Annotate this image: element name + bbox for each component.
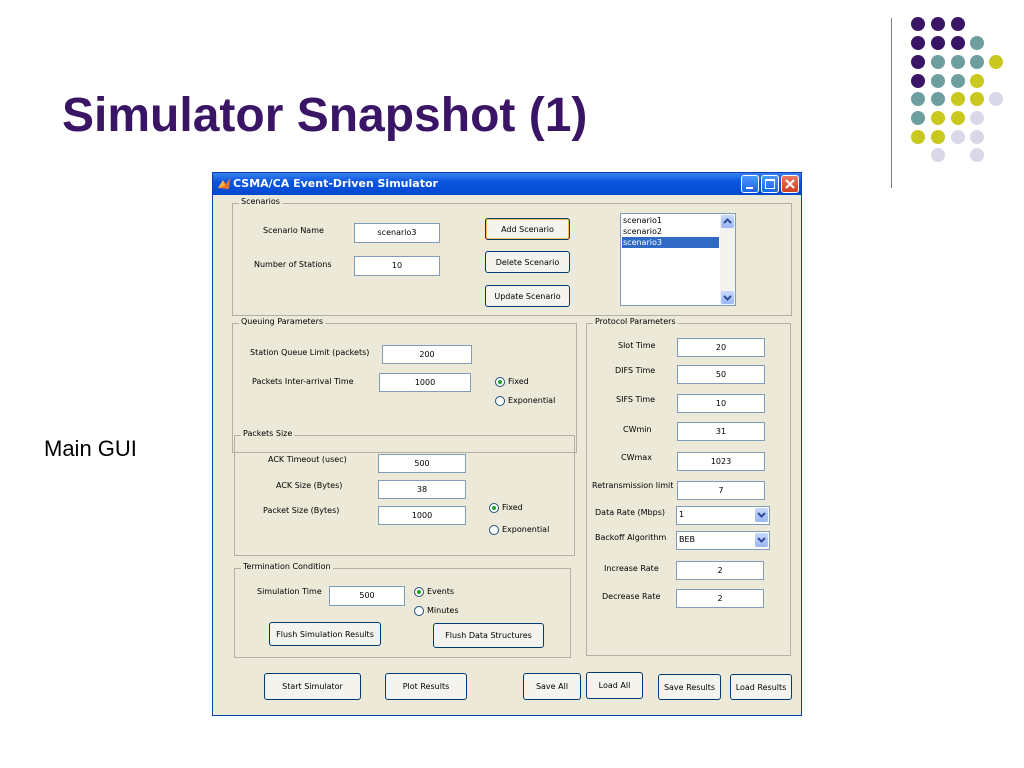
- save-results-button[interactable]: Save Results: [658, 674, 721, 700]
- save-all-button[interactable]: Save All: [523, 673, 581, 700]
- dot: [951, 55, 965, 69]
- decrease-rate-label: Decrease Rate: [602, 592, 661, 601]
- dot: [970, 55, 984, 69]
- stations-label: Number of Stations: [254, 260, 332, 269]
- plot-results-button[interactable]: Plot Results: [385, 673, 467, 700]
- ack-timeout-label: ACK Timeout (usec): [268, 455, 347, 464]
- group-label: Packets Size: [243, 429, 293, 438]
- delete-scenario-button[interactable]: Delete Scenario: [485, 251, 570, 273]
- interarrival-field[interactable]: 1000: [379, 373, 471, 392]
- scrollbar[interactable]: [720, 214, 735, 305]
- dot: [911, 92, 925, 106]
- dot: [911, 17, 925, 31]
- fixed-label[interactable]: Fixed: [508, 377, 529, 386]
- termination-group: [234, 562, 571, 658]
- dot: [989, 92, 1003, 106]
- chevron-down-icon[interactable]: [755, 508, 768, 522]
- scroll-down-icon[interactable]: [721, 291, 734, 304]
- scenarios-group: [232, 197, 792, 316]
- events-radio[interactable]: [414, 587, 424, 597]
- interarrival-label: Packets Inter-arrival Time: [252, 377, 354, 386]
- radio-selected-icon: [498, 380, 502, 384]
- scenario-list[interactable]: [620, 213, 736, 306]
- dot: [931, 36, 945, 50]
- window-titlebar[interactable]: [213, 173, 801, 195]
- packets-group: [234, 429, 575, 556]
- load-results-button[interactable]: Load Results: [730, 674, 792, 700]
- dot: [931, 111, 945, 125]
- increase-rate-field[interactable]: 2: [676, 561, 764, 580]
- difs-label: DIFS Time: [615, 366, 656, 375]
- dot: [951, 130, 965, 144]
- retransmission-label: Retransmission limit: [592, 481, 674, 490]
- ack-timeout-field[interactable]: 500: [378, 454, 466, 473]
- scenario-name-label: Scenario Name: [263, 226, 324, 235]
- sifs-label: SIFS Time: [616, 395, 656, 404]
- cwmax-field[interactable]: 1023: [677, 452, 765, 471]
- group-label: Scenarios: [241, 197, 280, 206]
- cwmin-field[interactable]: 31: [677, 422, 765, 441]
- dot: [911, 130, 925, 144]
- dot: [970, 92, 984, 106]
- packet-size-label: Packet Size (Bytes): [263, 506, 340, 515]
- backoff-select[interactable]: [676, 531, 770, 550]
- dot: [931, 17, 945, 31]
- dot: [951, 92, 965, 106]
- exponential-radio[interactable]: [489, 525, 499, 535]
- dot: [970, 148, 984, 162]
- slot-time-label: Slot Time: [618, 341, 656, 350]
- cwmin-label: CWmin: [623, 425, 652, 434]
- list-item-selected[interactable]: scenario3: [622, 237, 719, 248]
- exponential-label[interactable]: Exponential: [508, 396, 556, 405]
- dot: [970, 74, 984, 88]
- backoff-label: Backoff Algorithm: [595, 533, 667, 542]
- minimize-icon[interactable]: [741, 175, 759, 193]
- slide-title: Simulator Snapshot (1): [62, 89, 588, 142]
- stations-field[interactable]: 10: [354, 256, 440, 276]
- group-label: Termination Condition: [243, 562, 331, 571]
- ack-size-label: ACK Size (Bytes): [276, 481, 343, 490]
- data-rate-label: Data Rate (Mbps): [595, 508, 665, 517]
- events-label[interactable]: Events: [427, 587, 455, 596]
- group-label: Protocol Parameters: [595, 317, 676, 326]
- sifs-field[interactable]: 10: [677, 394, 765, 413]
- simulator-window: [212, 172, 802, 716]
- window-title: CSMA/CA Event-Driven Simulator: [233, 177, 438, 190]
- radio-selected-icon: [417, 590, 421, 594]
- fixed-label[interactable]: Fixed: [502, 503, 523, 512]
- flush-data-button[interactable]: Flush Data Structures: [433, 623, 544, 648]
- fixed-radio[interactable]: [495, 377, 505, 387]
- minutes-label[interactable]: Minutes: [427, 606, 459, 615]
- dot: [951, 111, 965, 125]
- protocol-group: [586, 317, 791, 656]
- dot: [931, 74, 945, 88]
- increase-rate-label: Increase Rate: [604, 564, 659, 573]
- dot: [931, 92, 945, 106]
- sim-time-field[interactable]: 500: [329, 586, 405, 606]
- load-all-button[interactable]: Load All: [586, 672, 643, 699]
- cwmax-label: CWmax: [621, 453, 652, 462]
- dot: [951, 36, 965, 50]
- dot: [911, 111, 925, 125]
- start-simulator-button[interactable]: Start Simulator: [264, 673, 361, 700]
- group-label: Queuing Parameters: [241, 317, 324, 326]
- flush-results-button[interactable]: Flush Simulation Results: [269, 622, 381, 646]
- dot: [911, 74, 925, 88]
- data-rate-select[interactable]: [676, 506, 770, 525]
- exponential-radio[interactable]: [495, 396, 505, 406]
- update-scenario-button[interactable]: Update Scenario: [485, 285, 570, 307]
- sim-time-label: Simulation Time: [257, 587, 322, 596]
- add-scenario-button[interactable]: Add Scenario: [485, 218, 570, 240]
- dot: [931, 55, 945, 69]
- backoff-value: BEB: [679, 535, 696, 544]
- dot: [911, 36, 925, 50]
- list-item[interactable]: scenario2: [623, 227, 662, 236]
- radio-selected-icon: [492, 506, 496, 510]
- close-icon[interactable]: [781, 175, 799, 193]
- dot: [931, 148, 945, 162]
- dot: [989, 55, 1003, 69]
- chevron-down-icon[interactable]: [755, 533, 768, 547]
- queue-limit-field[interactable]: 200: [382, 345, 472, 364]
- packet-size-field[interactable]: 1000: [378, 506, 466, 525]
- decrease-rate-field[interactable]: 2: [676, 589, 764, 608]
- minutes-radio[interactable]: [414, 606, 424, 616]
- data-rate-value: 1: [679, 510, 685, 519]
- queue-limit-label: Station Queue Limit (packets): [250, 348, 370, 357]
- scroll-up-icon[interactable]: [721, 215, 734, 228]
- dot: [931, 130, 945, 144]
- dot: [951, 17, 965, 31]
- difs-field[interactable]: 50: [677, 365, 765, 384]
- matlab-icon: [217, 177, 231, 191]
- dot: [970, 111, 984, 125]
- maximize-icon[interactable]: [761, 175, 779, 193]
- slot-time-field[interactable]: 20: [677, 338, 765, 357]
- dot: [970, 130, 984, 144]
- decorative-divider: [891, 18, 892, 188]
- side-label: Main GUI: [44, 436, 137, 461]
- ack-size-field[interactable]: 38: [378, 480, 466, 499]
- scenario-name-field[interactable]: scenario3: [354, 223, 440, 243]
- list-item[interactable]: scenario1: [623, 216, 662, 225]
- exponential-label[interactable]: Exponential: [502, 525, 550, 534]
- dot: [951, 74, 965, 88]
- dot: [911, 55, 925, 69]
- dot: [970, 36, 984, 50]
- retransmission-field[interactable]: 7: [677, 481, 765, 500]
- fixed-radio[interactable]: [489, 503, 499, 513]
